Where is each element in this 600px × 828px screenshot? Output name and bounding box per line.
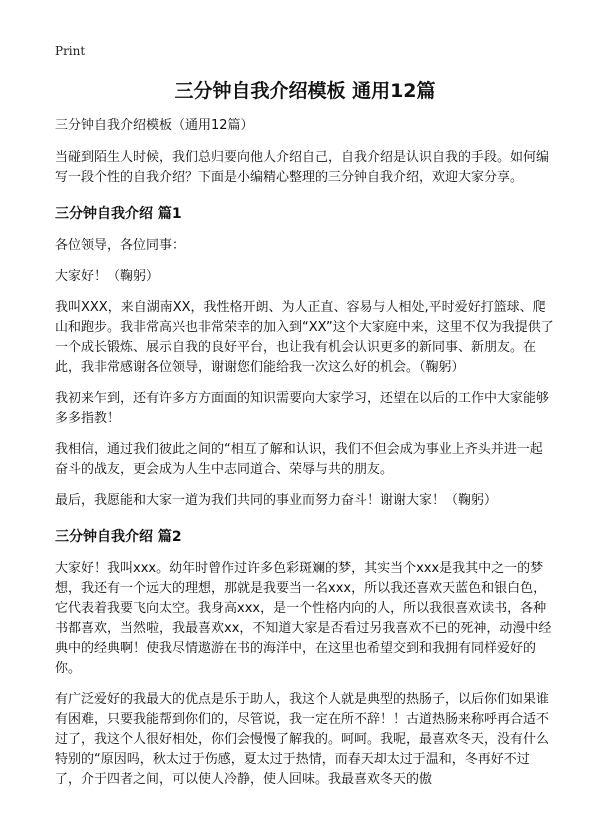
paragraph: 我相信，通过我们彼此之间的“相互了解和认识，我们不但会成为事业上齐头并进一起奋斗的战友，更会成为人生中志同道合、荣辱与共的朋友。 — [55, 442, 543, 477]
paragraph: 大家好！（鞠躬） — [55, 269, 160, 284]
section-heading-1: 三分钟自我介绍 篇1 — [55, 206, 182, 222]
paragraph: 我叫XXX，来自湖南XX，我性格开朗、为人正直、容易与人相处,平时爱好打篮球、爬山和跑步。我非常高兴也非常荣幸的加入到“XX”这个大家庭中来，这里不仅为我提供了一个成长锻炼、展示自我的良好平台，也让我有机会认识更多的新同事、新朋友。在此，我非常感谢各位领导，谢谢您们能给我一次这么好的机会。（鞠躬） — [55, 300, 554, 375]
section-heading-2: 三分钟自我介绍 篇2 — [55, 529, 182, 545]
intro-paragraph: 当碰到陌生人时候，我们总归要向他人介绍自己，自我介绍是认识自我的手段。如何编写一段个性的自我介绍？下面是小编精心整理的三分钟自我介绍，欢迎大家分享。 — [55, 150, 550, 185]
paragraph: 大家好！我叫xxx。幼年时曾作过许多色彩斑斓的梦，其实当个xxx是我其中之一的梦想，我还有一个远大的理想，那就是我要当一名xxx，所以我还喜欢天蓝色和银白色，它代表着我要飞向太空。我身高xxx，是一个性格内向的人，所以我很喜欢读书，各种书都喜欢，当然啦，我最喜欢xx，不知道大家是否看过另我喜欢不已的死神，动漫中经典中的经典啊！使我尽情遨游在书的海洋中，在这里也希望交到和我拥有同样爱好的你。 — [55, 561, 552, 676]
paragraph: 各位领导，各位同事： — [55, 238, 186, 253]
paragraph: 最后，我愿能和大家一道为我们共同的事业而努力奋斗！谢谢大家！（鞠躬） — [55, 493, 498, 508]
document-subtitle: 三分钟自我介绍模板（通用12篇） — [55, 118, 254, 133]
document-page — [55, 78, 555, 801]
document-title: 三分钟自我介绍模板 通用12篇 — [174, 80, 436, 102]
print-label: Print — [55, 44, 86, 58]
paragraph: 我初来乍到，还有许多方方面面的知识需要向大家学习，还望在以后的工作中大家能够多多指教！ — [55, 391, 550, 426]
paragraph: 有广泛爱好的我最大的优点是乐于助人，我这个人就是典型的热肠子，以后你们如果谁有困难，只要我能帮到你们的，尽管说，我一定在所不辞！！古道热肠来称呼再合适不过了，我这个人很好相处，你们会慢慢了解我的。呵呵。我呢，最喜欢冬天，没有什么特别的“原因吗，秋太过于伤感，夏太过于热情，而春天却太过于温和，冬再好不过了，介于四者之间，可以使人冷静，使人回味。我最喜欢冬天的傲 — [55, 692, 550, 787]
